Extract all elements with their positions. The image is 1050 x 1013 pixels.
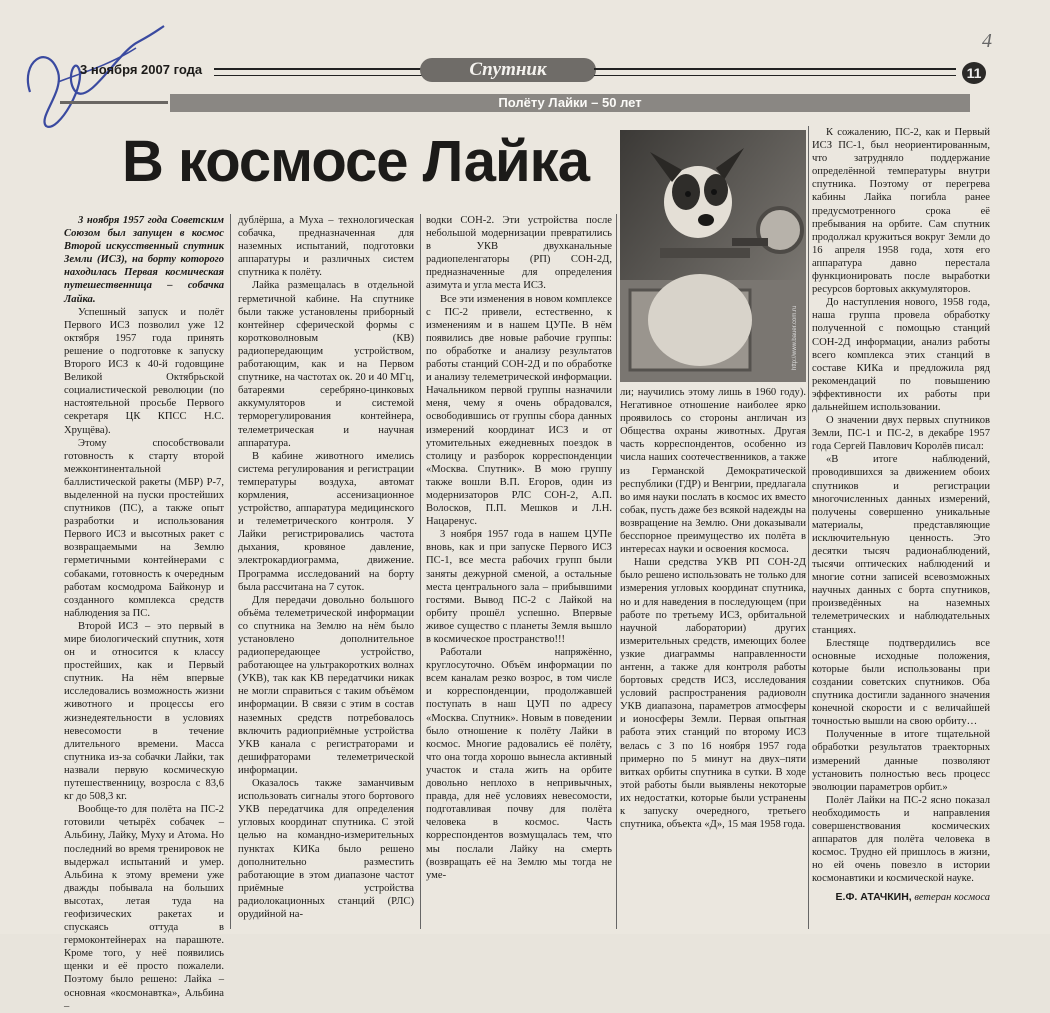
quote-paragraph: «В итоге наблюдений, проводившихся за движением обоих спутников и регистрации многочисленных данных измерений, получены совершенно уникальные материалы, представляющие исключительную ценность. Это десятки тысяч радионаблюдений, тысячи оптических наблюдений и многие сотни записей всевозможных научных данных с борта спутников, произведённых на наземных телеметрических и наблюдательных станциях. [812,454,990,636]
author-name: Е.Ф. АТАЧКИН, [835,891,912,904]
laika-photo [620,130,806,382]
paragraph: 3 ноября 1957 года в нашем ЦУПе вновь, как и при запуске Первого ИСЗ ПС-1, все места рабочих групп были заняты дежурной сменой, а остальные места центрального зала – прибывшими гостями. Вывод ПС-2 с Лайкой на орбиту прошёл успешно. Впервые живое существо с планеты Земля вышло в космическое пространство!!! [426,529,612,645]
column-divider [420,214,421,929]
column-divider [616,214,617,929]
article-column-4 [620,386,806,930]
paragraph: К сожалению, ПС-2, как и Первый ИСЗ ПС-1, был неориентированным, что затрудняло поддержание определённой температуры внутри спутника. Поэтому от перегрева кабины Лайка погибла ранее предусмотренного срока её пребывания на орбите. Сам спутник продолжал кружиться вокруг Земли до 16 апреля 1958 года, хотя его аппаратура давно перестала функционировать после выработки ресурсов бортовых аккумуляторов. [812,127,990,296]
author-title: ветеран космоса [914,892,990,904]
issue-date: 3 ноября 2007 года [80,62,203,77]
paragraph: Этому способствовали готовность к старту второй межконтинентальной баллистической ракеты (МБР) Р-7, выделенной на пуски простейших спутников (ПС), а также опыт разработки и использования Первого ИСЗ и высотных ракет с возвращаемыми на Землю герметичными контейнерами с собаками, готовность к очередным работам космодрома Байконур и созданного комплекса средств наблюдения за ПС. [64,437,224,619]
paragraph: водки СОН-2. Эти устройства после небольшой модернизации превратились в УКВ двухканальные радиопеленгаторы (РП) СОН-2Д, предназначенные для определения азимута и угла места ИСЗ. [426,215,612,292]
paragraph: Все эти изменения в новом комплексе с ПС-2 привели, естественно, к изменениям и в нашем ЦУПе. В нём появились две новые рабочие группы: по обработке и анализу результатов работы станций СОН-2Д и по обработке и анализу телеметрической информации. Начальником первой группы назначили меня, чему я очень обрадовался, освободившись от группы сбора данных измерений координат ИСЗ и от утомительных ежедневных поездок в столицу и разборок корреспонденции «Москва. Спутник». В мою группу также вошли В.П. Егоров, один из модернизаторов РЛС СОН-2, А.П. Волосков, П.П. Мешков и Л.Н. Нацаренус. [426,293,612,528]
photo-credit: http://www.bauer.com.ru [792,305,798,370]
article-column-3 [426,214,612,929]
paragraph: Для передачи довольно большого объёма телеметрической информации со спутника на Землю на нём было установлено дополнительное радиопередающее устройство, работающее на ультракоротких волнах (УКВ), так как КВ передатчики никак не могли справиться с таким объёмом информации. В связи с этим в состав наземных средств потребовалось включить радиоприёмные устройства УКВ канала с регистраторами и дешифраторами телеметрической информации. [238,594,414,776]
author-byline [812,891,990,904]
article-column-5 [812,126,990,926]
article-lead: 3 ноября 1957 года Советским Союзом был запущен в космос Второй искусственный спутник Земли (ИСЗ), на борту которого находилась Первая космическая путешественница – собачка Лайка. [64,215,224,305]
article-column-2 [238,214,414,929]
paragraph: В кабине животного имелись система регулирования и регистрации температуры воздуха, автомат кормления, ассенизационное устройство, аппаратура медицинского и телеметрического контроля. У Лайки регистрировались частота дыхания, кровяное давление, электрокардиограмма, движение. Программа исследований на борту была рассчитана на 7 суток. [238,450,414,593]
rubric-banner: Полёту Лайки – 50 лет [170,94,970,112]
article-column-1 [64,214,224,1012]
article-title: В космосе Лайка [122,129,589,194]
quote-paragraph: Блестяще подтвердились все основные исходные положения, которые были использованы при создании советских спутников. Оба спутника достигли заданного значения конечной скорости и с величайшей точностью вышли на свою орбиту… [812,637,990,728]
handwritten-signature [18,22,168,132]
paragraph: Наши средства УКВ РП СОН-2Д было решено использовать не только для измерения угловых координат спутника, но и для наведения в последующем (при работе по третьему ИСЗ, орбитальной научной лаборатории) других измерительных средств, имеющих более узкие диаграммы направленности антенн, а также для контроля работы бортовых средств ИСЗ, исследования условий распространения радиоволн УКВ диапазона, параметров атмосферы и ионосферы Земли. Первая опытная работа этих станций по второму ИСЗ велась с 3 по 16 ноября 1957 года примерно по 5 минут на двух–пяти витках орбиты спутника в сутки. В ходе этой работы были выявлены некоторые их недостатки, которые были устранены к запуску очередного, третьего спутника, объекта «Д», 15 мая 1958 года. [620,557,806,831]
paragraph: О значении двух первых спутников Земли, ПС-1 и ПС-2, в декабре 1957 года Сергей Павлович Королёв писал: [812,415,990,453]
paragraph: Второй ИСЗ – это первый в мире биологический спутник, хотя он и относится к классу простейших, как и Первый спутник. На нём впервые исследовались возможность жизни животного и процессы его жизнедеятельности в условиях невесомости в течение длительного времени. Масса спутника из-за собачки Лайки, так назвали первую космическую путешественницу, возросла с 83,6 кг до 508,3 кг. [64,620,224,803]
paragraph: Успешный запуск и полёт Первого ИСЗ позволил уже 12 октября 1957 года принять решение о подготовке к запуску Второго ИСЗ к 40-й годовщине Великой Октябрьской социалистической революции (по настоятельной просьбе Первого секретаря ЦК КПСС Н.С. Хрущёва). [64,306,224,436]
newspaper-name: Спутник [420,58,596,82]
paragraph: Оказалось также заманчивым использовать сигналы этого бортового УКВ передатчика для определения угловых координат спутника. С этой целью на командно-измерительных пунктах КИКа было решено дополнительно разместить работающие в этом диапазоне частот приёмные устройства радиолокационных станций (РЛС) орудийной на- [238,778,414,920]
paragraph: Полёт Лайки на ПС-2 ясно показал необходимость и направления совершенствования космических аппаратов для полёта человека в космос. Трудно ей пришлось в жизни, но ей очень повезло в истории космонавтики и космической науке. [812,794,990,885]
column-divider [230,214,231,929]
header-rule-left [214,68,422,76]
paragraph: Работали напряжённо, круглосуточно. Объём информации по всем каналам резко возрос, в том числе и корреспонденции, продолжавшей поступать в наш ЦУП по адресу «Москва. Спутник». Новым в поведении было отношение к полёту Лайки в космос. Многие радовались её полёту, что она тогда хорошо вынесла активный участок и стала жить на орбите довольно неплохо в непривычных, правда, для неё условиях невесомости, подготавливая почву для полёта человека в космос. Часть корреспондентов возмущалась тем, что мы послали Лайку на смерть (возвращать её на Землю мы тогда не уме- [426,647,612,881]
paragraph: ли; научились этому лишь в 1960 году). Негативное отношение наиболее ярко проявилось со стороны англичан из Общества охраны животных. Другая часть корреспондентов, особенно из числа наших соотечественников, а также из Германской Демократической республики (ГДР) и Венгрии, предлагала во имя науки послать в космос их вместо собак, пусть даже без всякой надежды на возвращение на Землю. Они доказывали бесспорное преимущество их полёта в интересах науки и освоения космоса. [620,387,806,556]
dog-photo-image [620,130,806,382]
corner-mark: 4 [982,30,992,52]
page-number: 11 [962,62,986,84]
paragraph: дублёрша, а Муха – технологическая собачка, предназначенная для наземных испытаний, подготовки аппаратуры и различных систем спутника к полёту. [238,215,414,279]
quote-paragraph: Полученные в итоге тщательной обработки результатов траекторных измерений данные позволяют установить полностью весь процесс эволюции параметров орбит.» [812,729,990,793]
paragraph: До наступления нового, 1958 года, наша группа провела обработку полученной с помощью станций СОН-2Д информации, анализ работы всего комплекса этих станций в составе КИКа и предложила ряд рекомендаций по повышению эффективности их работы при дальнейшем использовании. [812,297,990,413]
column-divider [808,126,809,929]
paragraph: Лайка размещалась в отдельной герметичной кабине. На спутнике были также установлены приборный контейнер сферической формы с коротковолновым (КВ) радиопередающим устройством, работающим, как и на Первом спутнике, на частотах ок. 20 и 40 МГц, батареями серебряно-цинковых аккумуляторов и системой терморегулирования контейнера, телеметрическая и научная аппаратура. [238,280,414,449]
header-rule-right [594,68,956,76]
paragraph: Вообще-то для полёта на ПС-2 готовили четырёх собачек – Альбину, Лайку, Муху и Атома. Но последний во время тренировок не выдержал испытаний и умер. Альбина к этому времени уже дважды побывала на больших высотах, летая туда на геофизических ракетах и спускаясь оттуда в гермоконтейнерах на парашюте. Кроме того, у неё появились щенки и её просто пожалели. Поэтому было решено: Лайка – основная «космонавтка», Альбина – [64,804,224,1012]
